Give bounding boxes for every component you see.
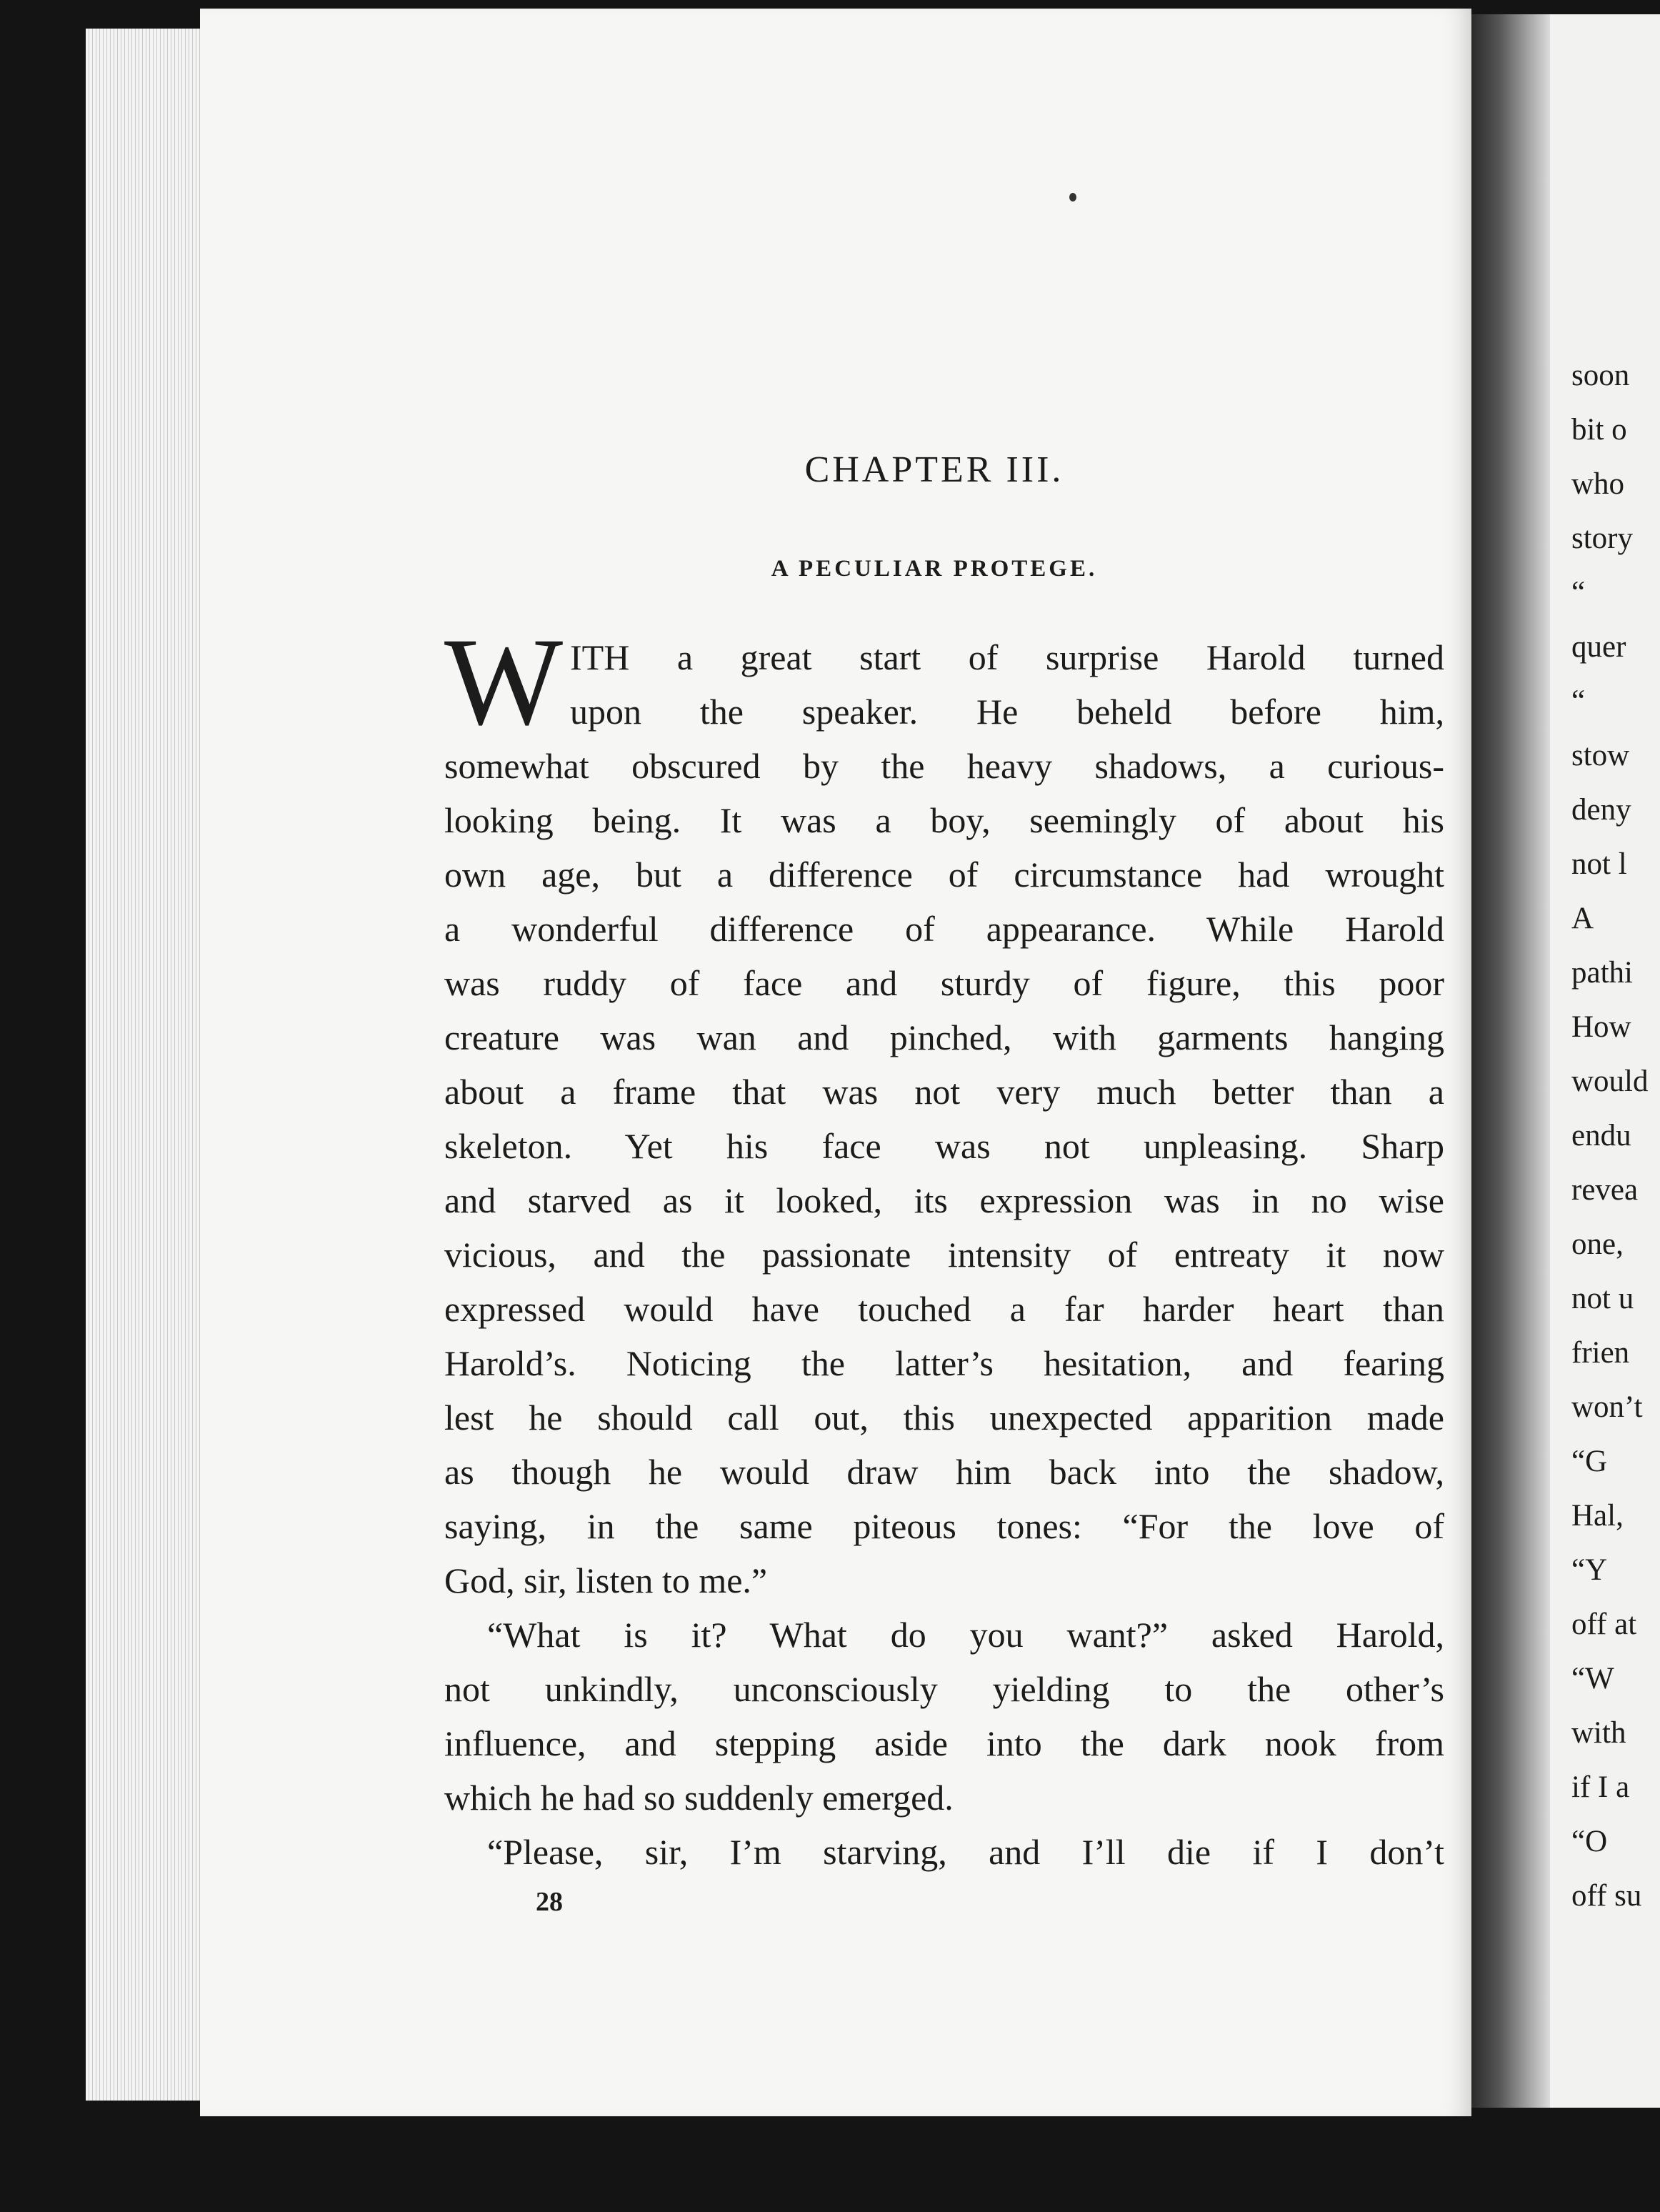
body-line: “Please, sir, I’m starving, and I’ll die if I don’t (487, 1832, 1444, 1872)
facing-page-line: story (1571, 522, 1633, 555)
facing-page-line: How (1571, 1010, 1631, 1044)
facing-page-line: not l (1571, 847, 1627, 881)
body-line: saying, in the same piteous tones: “For the love of (444, 1506, 1444, 1546)
body-text (444, 612, 1444, 1879)
facing-page-line: “O (1571, 1825, 1608, 1858)
body-line: creature was wan and pinched, with garments hanging (444, 1017, 1444, 1057)
facing-page-line: pathi (1571, 956, 1633, 990)
body-line: God, sir, listen to me.” (444, 1560, 768, 1600)
facing-page-line: deny (1571, 793, 1631, 827)
body-line: as though he would draw him back into the shadow, (444, 1452, 1444, 1492)
body-line: expressed would have touched a far harder heart than (444, 1289, 1444, 1329)
body-line: looking being. It was a boy, seemingly of about his (444, 800, 1444, 840)
facing-page-line: “ (1571, 576, 1586, 609)
facing-page-line: “ (1571, 684, 1586, 718)
facing-page (1550, 14, 1660, 2108)
facing-page-line: not u (1571, 1282, 1634, 1315)
chapter-title: CHAPTER III. (804, 449, 1064, 490)
body-line: skeleton. Yet his face was not unpleasing. Sharp (444, 1126, 1444, 1166)
facing-page-line: revea (1571, 1173, 1639, 1207)
chapter-subtitle: A PECULIAR PROTEGE. (771, 556, 1098, 582)
facing-page-line: if I a (1571, 1770, 1630, 1804)
facing-page-line: Hal, (1571, 1499, 1624, 1533)
body-line: lest he should call out, this unexpected apparition made (444, 1398, 1444, 1438)
facing-page-text (1571, 349, 1649, 1923)
facing-page-line: endu (1571, 1119, 1631, 1152)
body-line: Harold’s. Noticing the latter’s hesitation, and fearing (444, 1343, 1444, 1383)
facing-page-line: “W (1571, 1662, 1614, 1695)
body-line: own age, but a difference of circumstance had wrought (444, 855, 1444, 895)
facing-page-line: frien (1571, 1336, 1630, 1370)
body-line: upon the speaker. He beheld before him, (570, 692, 1444, 732)
facing-page-line: “G (1571, 1445, 1608, 1478)
ink-speck (1069, 193, 1076, 201)
facing-page-line: bit o (1571, 413, 1627, 447)
facing-page-line: “Y (1571, 1553, 1608, 1587)
body-line: a wonderful difference of appearance. While Harold (444, 909, 1444, 949)
facing-page-line: A (1571, 902, 1594, 935)
facing-page-line: one, (1571, 1227, 1624, 1261)
drop-cap: W (444, 612, 564, 752)
body-line: which he had so suddenly emerged. (444, 1778, 954, 1818)
body-line: about a frame that was not very much better than a (444, 1072, 1444, 1112)
body-line: was ruddy of face and sturdy of figure, this poor (444, 963, 1444, 1003)
facing-page-line: soon (1571, 359, 1630, 392)
facing-page-line: would (1571, 1065, 1649, 1098)
facing-page-line: with (1571, 1716, 1626, 1750)
body-line: vicious, and the passionate intensity of entreaty it now (444, 1235, 1444, 1275)
body-line: “What is it? What do you want?” asked Harold, (487, 1615, 1444, 1655)
facing-page-line: quer (1571, 630, 1626, 664)
body-line: somewhat obscured by the heavy shadows, a curious- (444, 746, 1444, 786)
body-line: and starved as it looked, its expression was in no wise (444, 1180, 1444, 1220)
body-line: not unkindly, unconsciously yielding to the other’s (444, 1669, 1444, 1709)
facing-page-line: off at (1571, 1608, 1637, 1641)
facing-page-line: who (1571, 467, 1625, 501)
facing-page-line: stow (1571, 739, 1630, 772)
book-fore-edge (86, 29, 200, 2101)
facing-page-line: won’t (1571, 1390, 1643, 1424)
body-line: ITH a great start of surprise Harold turned (570, 637, 1444, 677)
body-line: influence, and stepping aside into the dark nook from (444, 1723, 1444, 1763)
book-gutter (1471, 14, 1550, 2108)
facing-page-line: off su (1571, 1879, 1642, 1913)
page-number: 28 (536, 1887, 563, 1917)
